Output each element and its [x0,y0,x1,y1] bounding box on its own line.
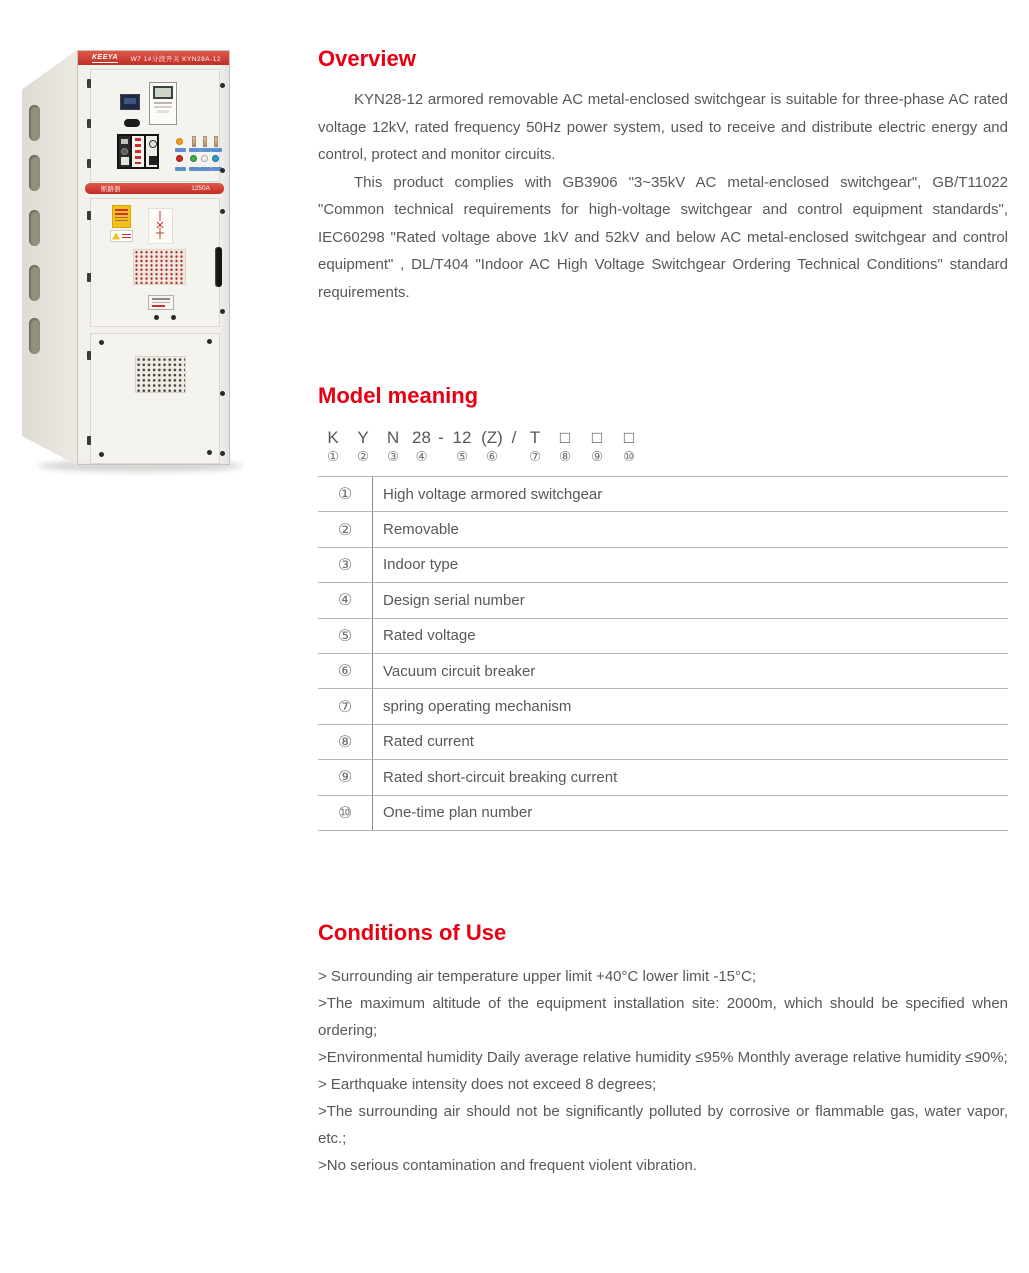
fuse-indicator [203,136,207,147]
condition-item: > Surrounding air temperature upper limit +40°C lower limit -15°C; [318,968,757,985]
overview-paragraph-2: This product complies with GB3906 "3~35kV AC metal-enclosed switchgear", GB/T11022 "Common technical requirements for high-voltage switchgear and control equipment standards", IEC60298 "Rated voltage above 1kV and 52kV and below AC metal-enclosed switchgear and control equipment" , DL/T404 "Indoor AC High Voltage Switchgear Ordering Technical Conditions" standard requirements. [318,173,1008,301]
row-description: Rated voltage [383,627,476,645]
label-strip [175,167,186,171]
relay-display [120,94,140,110]
row-description: Rated current [383,733,474,751]
code-number: ⑤ [455,449,469,464]
row-number: ④ [318,583,373,617]
screw [171,315,176,320]
door-handle [215,247,222,287]
row-number: ⑧ [318,725,373,759]
model-code-col [507,428,521,465]
row-number: ⑦ [318,689,373,723]
screw [220,83,225,88]
side-vent-slot [29,265,40,301]
label-strip [189,148,200,152]
middle-breaker-door [90,198,220,327]
fuse-indicator [192,136,196,147]
code-number: ⑨ [590,449,604,464]
vent-grille-red [133,249,186,285]
code-symbol: N [386,428,400,447]
cabinet-top-banner [78,51,229,65]
code-symbol: Y [357,428,369,447]
table-row [318,796,1008,831]
side-vent-slot [29,210,40,246]
model-code-row [318,428,1008,465]
row-number: ⑩ [318,796,373,830]
condition-item: > Earthquake intensity does not exceed 8 degrees; [318,1076,657,1093]
table-row [318,760,1008,795]
code-number: ⑦ [528,449,542,464]
code-symbol: / [511,428,517,447]
table-row [318,725,1008,760]
upper-instrument-door [90,69,220,182]
model-code-col [435,428,447,465]
screw [220,309,225,314]
indicator-cluster [175,136,221,172]
code-symbol: □ [623,428,635,447]
indicator-light-amber [176,138,183,145]
table-row [318,477,1008,512]
hinge [87,211,91,220]
row-description: Removable [383,521,459,539]
screw [207,450,212,455]
code-number: ⑥ [485,449,499,464]
model-code-col [613,428,645,465]
cabinet-banner-label: W7 1#分段开关 KYN28A-12 [130,55,221,63]
table-row [318,689,1008,724]
row-description: Rated short-circuit breaking current [383,768,618,786]
table-row [318,548,1008,583]
screw [220,168,225,173]
conditions-title: Conditions of Use [318,920,507,945]
row-number: ⑨ [318,760,373,794]
cabinet-side-panel [22,50,77,465]
breaker-status-panel [117,134,159,169]
hinge [87,159,91,168]
code-symbol: (Z) [481,428,503,447]
code-symbol: □ [559,428,571,447]
model-code-col [581,428,613,465]
side-vent-slot [29,155,40,191]
code-symbol: T [529,428,541,447]
row-description: High voltage armored switchgear [383,485,603,503]
hinge [87,79,91,88]
indicator-light-blue [212,155,219,162]
model-code-col [378,428,408,465]
switchgear-cabinet-photo [10,40,310,485]
code-symbol: □ [591,428,603,447]
label-strip [200,167,211,171]
code-number: ⑧ [558,449,572,464]
indicator-light-green [190,155,197,162]
conditions-section [318,920,1008,1179]
screw [154,315,159,320]
hinge [87,351,91,360]
code-number: ② [356,449,370,464]
breaker-band-rating: 1250A [191,185,210,192]
row-description: One-time plan number [383,804,533,822]
model-meaning-section [318,383,1008,831]
label-strip [200,148,211,152]
table-row [318,619,1008,654]
code-number: ④ [415,449,428,464]
hinge [87,436,91,445]
screw [220,391,225,396]
brand-logo: KEEYA [92,53,119,61]
row-description: Indoor type [383,556,459,574]
code-symbol: K [327,428,339,447]
side-vent-slot [29,105,40,141]
condition-item: >The maximum altitude of the equipment installation site: 2000m, which should be specified when ordering; [318,995,1008,1039]
overview-paragraph-1: KYN28-12 armored removable AC metal-enclosed switchgear is suitable for three-phase AC rated voltage 12kV, rated frequency 50Hz power system, used to receive and distribute electric energy and control, protect and monitor circuits. [318,91,1008,163]
model-code-col [477,428,507,465]
vent-grille-dark [135,356,186,393]
cabinet-front-panel [77,50,230,465]
condition-item: >No serious contamination and frequent violent vibration. [318,1157,697,1174]
screw [99,452,104,457]
label-strip [189,167,200,171]
condition-item: >The surrounding air should not be significantly polluted by corrosive or flammable gas, water vapor, etc.; [318,1103,1008,1147]
indicator-light-white [201,155,208,162]
code-symbol: - [438,428,444,447]
model-meaning-table [318,476,1008,831]
row-number: ⑥ [318,654,373,688]
indicator-light-red [176,155,183,162]
breaker-band-label: 断路器 [101,186,121,193]
code-number: ① [326,449,340,464]
table-row [318,512,1008,547]
code-symbol: 28 [412,428,431,447]
lower-cable-door [90,333,220,464]
row-description: Design serial number [383,591,525,609]
hinge [87,119,91,128]
table-row [318,654,1008,689]
screw [220,209,225,214]
row-description: spring operating mechanism [383,698,572,716]
overview-title: Overview [318,46,416,71]
panel-lock-handle [124,119,140,127]
fuse-indicator [214,136,218,147]
row-number: ⑤ [318,619,373,653]
code-number: ⑩ [622,449,636,464]
overview-section [318,46,1008,306]
hinge [87,273,91,282]
model-meaning-title: Model meaning [318,383,479,408]
warning-triangle-icon [112,233,120,240]
model-code-col [318,428,348,465]
model-code-col [408,428,435,465]
row-number: ② [318,512,373,546]
code-symbol: 12 [452,428,472,447]
row-number: ③ [318,548,373,582]
row-description: Vacuum circuit breaker [383,662,536,680]
circuit-diagram-icon [149,209,172,243]
side-vent-slot [29,318,40,354]
table-row [318,583,1008,618]
label-strip [211,148,222,152]
yellow-warning-label [112,205,131,228]
model-code-col [447,428,477,465]
code-number: ③ [386,449,400,464]
screw [207,339,212,344]
model-code-col [521,428,549,465]
model-code-col [348,428,378,465]
condition-item: >Environmental humidity Daily average relative humidity ≤95% Monthly average relative humidity ≤90%; [318,1049,1008,1066]
label-strip [175,148,186,152]
screw [220,451,225,456]
screw [99,340,104,345]
model-code-col [549,428,581,465]
row-number: ① [318,477,373,511]
nameplate [148,295,174,310]
circuit-diagram-plate [148,208,173,244]
breaker-band [85,183,224,194]
warning-triangle-label [110,230,133,242]
multimeter [149,82,177,125]
